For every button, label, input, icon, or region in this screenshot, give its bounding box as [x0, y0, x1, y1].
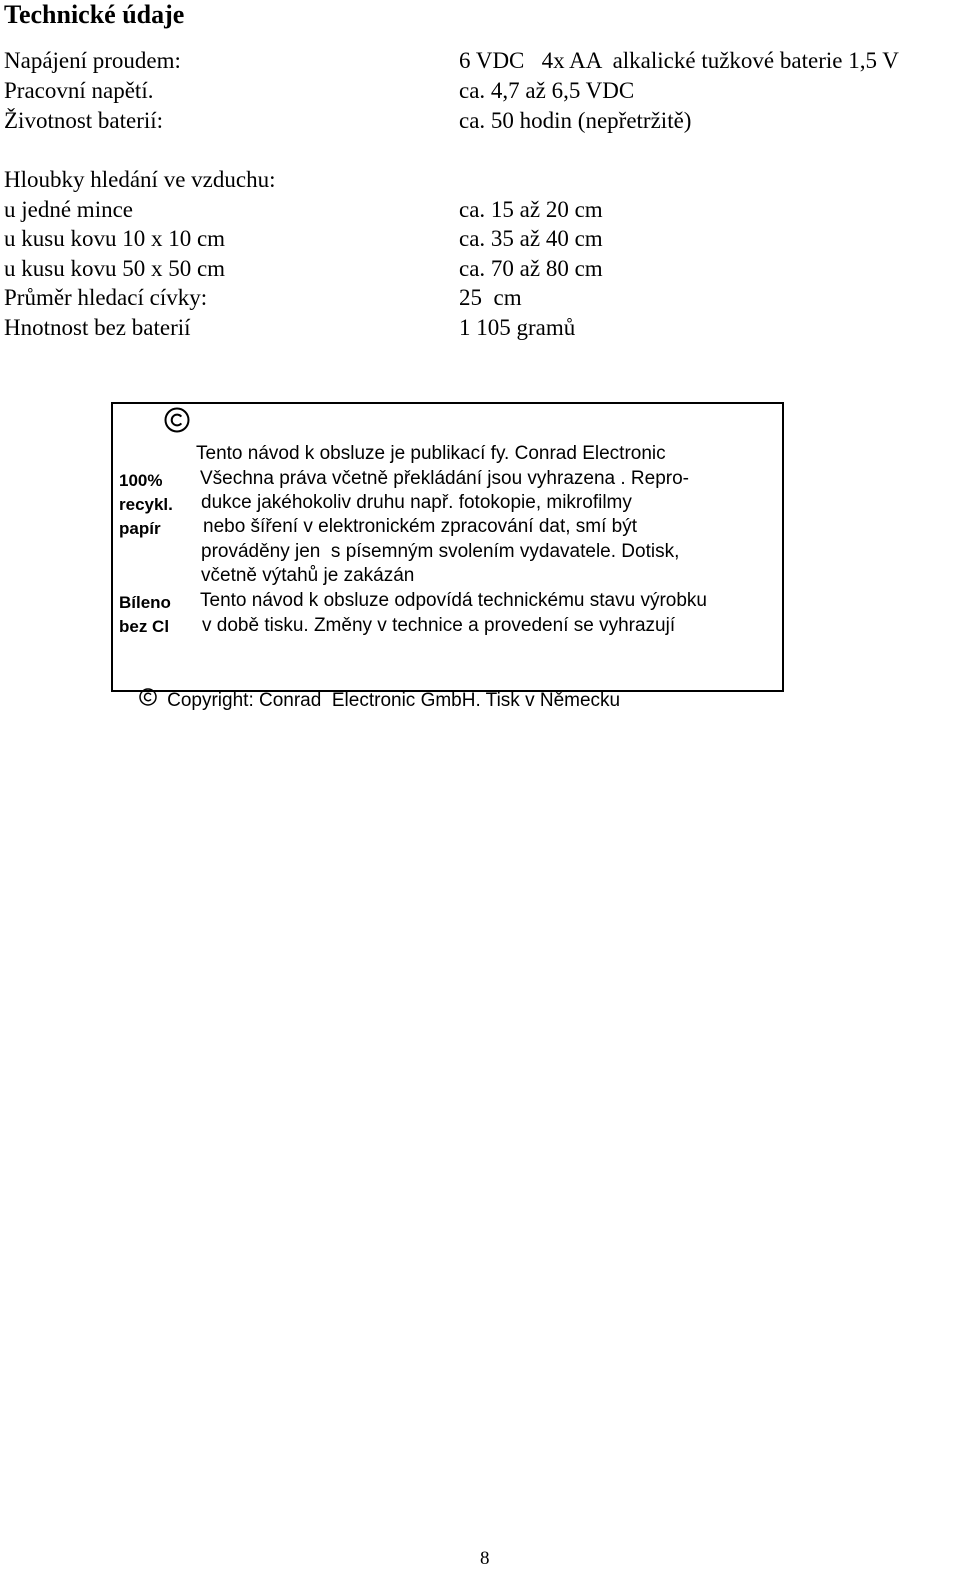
- notice-line: včetně výtahů je zakázán: [201, 565, 415, 586]
- page-number: 8: [480, 1548, 490, 1569]
- spec-row-coil-diameter: [0, 283, 960, 313]
- spec-row-operating-voltage: [0, 76, 960, 106]
- notice-line: Všechna práva včetně překládání jsou vyhrazena . Repro-: [200, 468, 689, 489]
- notice-line: prováděny jen s písemným svolením vydavatele. Dotisk,: [201, 541, 680, 562]
- spec-value: 25 cm: [459, 285, 522, 310]
- spec-value: ca. 4,7 až 6,5 VDC: [459, 78, 635, 103]
- notice-line: dukce jakéhokoliv druhu např. fotokopie, mikrofilmy: [201, 492, 632, 513]
- spec-row-metal-50: [0, 254, 960, 284]
- page-title: Technické údaje: [4, 0, 185, 29]
- recycled-label-1: 100%: [119, 471, 163, 490]
- spec-label: Životnost baterií:: [4, 108, 164, 133]
- copyright-small-icon: [118, 662, 167, 740]
- spec-row-battery-life: [0, 106, 960, 136]
- spec-label: Průměr hledací cívky:: [4, 285, 208, 310]
- spec-row-power-supply: [0, 46, 960, 76]
- notice-line: v době tisku. Změny v technice a provedení se vyhrazují: [202, 615, 676, 636]
- copyright-line: [118, 662, 620, 740]
- spec-label: u kusu kovu 10 x 10 cm: [4, 226, 226, 251]
- spec-value: 1 105 gramů: [459, 315, 576, 340]
- notice-line: nebo šíření v elektronickém zpracování dat, smí být: [203, 516, 638, 537]
- depth-heading-row: [0, 165, 960, 195]
- bleach-label-2: bez Cl: [119, 617, 170, 636]
- spec-value: ca. 70 až 80 cm: [459, 256, 603, 281]
- spec-value: ca. 15 až 20 cm: [459, 197, 603, 222]
- spec-row-coin: [0, 195, 960, 225]
- spec-label: Pracovní napětí.: [4, 78, 154, 103]
- notice-line: Tento návod k obsluze odpovídá technickému stavu výrobku: [200, 590, 707, 611]
- recycled-label-3: papír: [119, 519, 161, 538]
- spec-label: Hnotnost bez baterií: [4, 315, 191, 340]
- spec-value: ca. 50 hodin (nepřetržitě): [459, 108, 692, 133]
- copyright-text: Copyright: Conrad Electronic GmbH. Tisk v Německu: [167, 690, 621, 711]
- notice-line: Tento návod k obsluze je publikací fy. Conrad Electronic: [196, 443, 666, 464]
- spec-row-metal-10: [0, 224, 960, 254]
- spec-label: Napájení proudem:: [4, 48, 181, 73]
- spec-row-weight: [0, 313, 960, 343]
- spec-value: ca. 35 až 40 cm: [459, 226, 603, 251]
- recycled-label-2: recykl.: [119, 495, 173, 514]
- copyright-icon: [164, 407, 190, 433]
- spec-label: u jedné mince: [4, 197, 134, 222]
- spec-value: 6 VDC 4x AA alkalické tužkové baterie 1,5 V: [459, 48, 899, 73]
- depth-heading: Hloubky hledání ve vzduchu:: [4, 167, 276, 192]
- spec-label: u kusu kovu 50 x 50 cm: [4, 256, 226, 281]
- bleach-label-1: Bíleno: [119, 593, 171, 612]
